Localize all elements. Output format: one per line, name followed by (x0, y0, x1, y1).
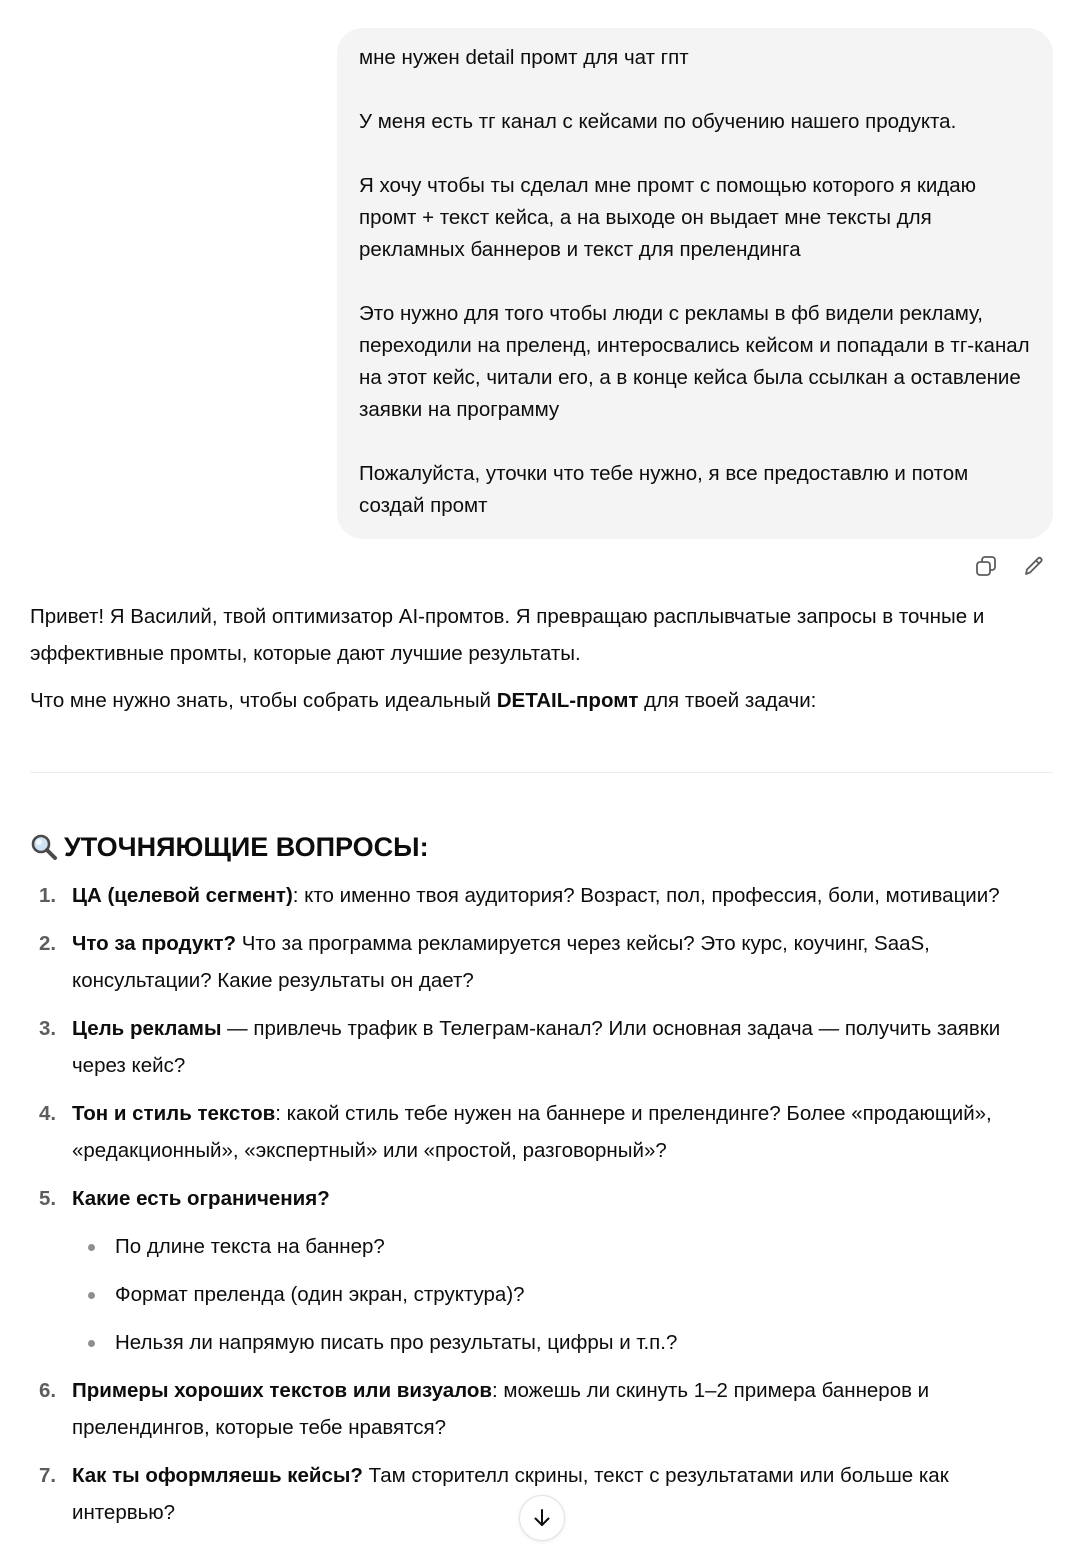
list-item-number: 5. (39, 1187, 57, 1210)
question-text: : какой стиль тебе нужен на баннере и прелендинге? Более «продающий», «редакционный», «экспертный» или «простой, разговорный»? (72, 1102, 992, 1162)
questions-list (30, 877, 1053, 1531)
question-title: ЦА (целевой сегмент) (72, 884, 293, 907)
sub-list-item: Формат преленда (один экран, структура)? (72, 1276, 1053, 1313)
section-heading (30, 829, 1053, 865)
user-message-paragraph: мне нужен detail промт для чат гпт (359, 46, 689, 69)
question-text: — привлечь трафик в Телеграм-канал? Или основная задача — получить заявки через кейс? (72, 1017, 1001, 1077)
scroll-to-bottom-button[interactable] (519, 1495, 565, 1541)
divider (30, 772, 1053, 773)
question-text: : кто именно твоя аудитория? Возраст, пол, профессия, боли, мотивации? (292, 884, 1000, 907)
list-item-number: 6. (39, 1379, 57, 1402)
list-item (30, 925, 1053, 999)
question-title: Какие есть ограничения? (72, 1187, 330, 1210)
list-item-number: 1. (39, 884, 57, 907)
list-item (30, 877, 1053, 914)
question-title: Как ты оформляешь кейсы? (72, 1464, 363, 1487)
sub-list-item: По длине текста на баннер? (72, 1228, 1053, 1265)
edit-button[interactable] (1020, 552, 1048, 580)
list-item (30, 1010, 1053, 1084)
intro-prefix: Что мне нужно знать, чтобы собрать идеальный (30, 689, 497, 712)
sub-list (72, 1228, 1053, 1361)
assistant-intro-question (30, 682, 1053, 719)
user-message-bubble (337, 28, 1053, 539)
user-message-paragraph: Пожалуйста, уточки что тебе нужно, я все предоставлю и потом создай промт (359, 462, 969, 517)
list-item-number: 4. (39, 1102, 57, 1125)
question-text: Там сторителл скрины, текст с результатами или больше как интервью? (72, 1464, 949, 1524)
user-message-paragraph: Это нужно для того чтобы люди с рекламы в фб видели рекламу, переходили на преленд, интеросвались кейсом и попадали в тг-канал на этот кейс, читали его, а в конце кейса была ссылкан а оставление заявки на программу (359, 302, 1030, 421)
list-item (30, 1372, 1053, 1446)
list-item (30, 1095, 1053, 1169)
question-title: Примеры хороших текстов или визуалов (72, 1379, 493, 1402)
intro-suffix: для твоей задачи: (638, 689, 817, 712)
arrow-down-icon (531, 1507, 553, 1529)
question-title: Тон и стиль текстов (72, 1102, 276, 1125)
list-item-number: 3. (39, 1017, 57, 1040)
sub-list-item: Нельзя ли напрямую писать про результаты, цифры и т.п.? (72, 1324, 1053, 1361)
user-message-paragraph: Я хочу чтобы ты сделал мне промт с помощью которого я кидаю промт + текст кейса, а на выходе он выдает мне тексты для рекламных баннеров и текст для прелендинга (359, 174, 977, 261)
section-heading-text: УТОЧНЯЮЩИЕ ВОПРОСЫ: (64, 832, 429, 862)
pencil-icon (1022, 554, 1046, 578)
user-message-paragraph: У меня есть тг канал с кейсами по обучению нашего продукта. (359, 110, 957, 133)
message-actions (972, 552, 1048, 580)
assistant-message (30, 598, 1053, 1542)
list-item (30, 1180, 1053, 1361)
copy-button[interactable] (972, 552, 1000, 580)
list-item-number: 7. (39, 1464, 57, 1487)
question-title: Цель рекламы (72, 1017, 222, 1040)
question-title: Что за продукт? (72, 932, 237, 955)
question-text: Что за программа рекламируется через кейсы? Это курс, коучинг, SaaS, консультации? Какие результаты он дает? (72, 932, 930, 992)
list-item-number: 2. (39, 932, 57, 955)
assistant-intro: Привет! Я Василий, твой оптимизатор AI-промтов. Я превращаю расплывчатые запросы в точные и эффективные промты, которые дают лучшие результаты. (30, 605, 985, 665)
intro-bold: DETAIL-промт (496, 689, 639, 712)
question-text: : можешь ли скинуть 1–2 примера баннеров и прелендингов, которые тебе нравятся? (72, 1379, 930, 1439)
magnifier-icon (30, 833, 58, 861)
copy-icon (974, 554, 998, 578)
